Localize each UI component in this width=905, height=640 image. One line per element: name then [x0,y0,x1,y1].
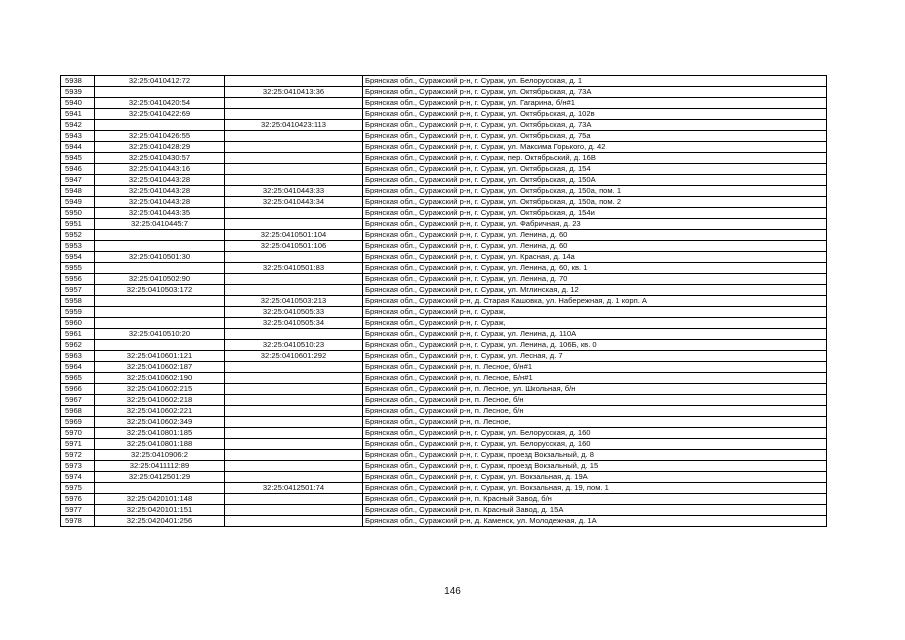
address-cell: Брянская обл., Суражский р-н, п. Лесное, б/н [363,395,827,406]
address-cell: Брянская обл., Суражский р-н, д. Старая Кашовка, ул. Набережная, д. 1 корп. А [363,296,827,307]
object-cadastral-number-cell: 32:25:0410443:34 [225,197,363,208]
table-row [61,76,827,87]
cadastral-number-cell: 32:25:0410428:29 [95,142,225,153]
table-row [61,142,827,153]
row-number-cell: 5968 [61,406,95,417]
object-cadastral-number-cell [225,516,363,527]
object-cadastral-number-cell: 32:25:0410501:106 [225,241,363,252]
cadastral-number-cell: 32:25:0410503:172 [95,285,225,296]
cadastral-number-cell: 32:25:0410602:215 [95,384,225,395]
address-cell: Брянская обл., Суражский р-н, г. Сураж, ул. Гагарина, б/н#1 [363,98,827,109]
row-number-cell: 5978 [61,516,95,527]
object-cadastral-number-cell [225,175,363,186]
row-number-cell: 5946 [61,164,95,175]
cadastral-number-cell: 32:25:0410426:55 [95,131,225,142]
row-number-cell: 5939 [61,87,95,98]
table-row [61,219,827,230]
object-cadastral-number-cell [225,428,363,439]
row-number-cell: 5942 [61,120,95,131]
address-cell: Брянская обл., Суражский р-н, г. Сураж, ул. Ленина, д. 60 [363,230,827,241]
row-number-cell: 5951 [61,219,95,230]
row-number-cell: 5944 [61,142,95,153]
cadastral-number-cell: 32:25:0410501:30 [95,252,225,263]
object-cadastral-number-cell: 32:25:0410510:23 [225,340,363,351]
address-cell: Брянская обл., Суражский р-н, г. Сураж, ул. Октябрьская, д. 73А [363,120,827,131]
parcel-table [60,75,827,527]
cadastral-number-cell [95,307,225,318]
table-row [61,384,827,395]
row-number-cell: 5963 [61,351,95,362]
cadastral-number-cell: 32:25:0410602:187 [95,362,225,373]
table-row [61,252,827,263]
table-row [61,362,827,373]
object-cadastral-number-cell: 32:25:0412501:74 [225,483,363,494]
cadastral-number-cell: 32:25:0410422:69 [95,109,225,120]
object-cadastral-number-cell: 32:25:0410413:36 [225,87,363,98]
address-cell: Брянская обл., Суражский р-н, г. Сураж, ул. Вокзальная, д. 19А [363,472,827,483]
row-number-cell: 5957 [61,285,95,296]
row-number-cell: 5956 [61,274,95,285]
cadastral-number-cell: 32:25:0410801:188 [95,439,225,450]
cadastral-number-cell: 32:25:0410443:28 [95,197,225,208]
row-number-cell: 5955 [61,263,95,274]
row-number-cell: 5967 [61,395,95,406]
row-number-cell: 5940 [61,98,95,109]
address-cell: Брянская обл., Суражский р-н, г. Сураж, ул. Вокзальная, д. 19, пом. 1 [363,483,827,494]
row-number-cell: 5962 [61,340,95,351]
table-row [61,395,827,406]
table-row [61,340,827,351]
table-row [61,164,827,175]
table-row [61,263,827,274]
cadastral-number-cell: 32:25:0410502:90 [95,274,225,285]
object-cadastral-number-cell [225,450,363,461]
table-row [61,329,827,340]
cadastral-number-cell: 32:25:0410430:57 [95,153,225,164]
address-cell: Брянская обл., Суражский р-н, г. Сураж, ул. Октябрьская, д. 102в [363,109,827,120]
object-cadastral-number-cell [225,461,363,472]
table-row [61,439,827,450]
table-row [61,406,827,417]
row-number-cell: 5964 [61,362,95,373]
table-row [61,417,827,428]
row-number-cell: 5953 [61,241,95,252]
table-row [61,208,827,219]
table-row [61,153,827,164]
cadastral-number-cell: 32:25:0410510:20 [95,329,225,340]
object-cadastral-number-cell [225,395,363,406]
table-row [61,461,827,472]
object-cadastral-number-cell [225,439,363,450]
cadastral-number-cell: 32:25:0411112:89 [95,461,225,472]
table-row [61,285,827,296]
row-number-cell: 5954 [61,252,95,263]
address-cell: Брянская обл., Суражский р-н, г. Сураж, ул. Максима Горького, д. 42 [363,142,827,153]
object-cadastral-number-cell [225,219,363,230]
row-number-cell: 5976 [61,494,95,505]
object-cadastral-number-cell [225,329,363,340]
object-cadastral-number-cell [225,274,363,285]
address-cell: Брянская обл., Суражский р-н, г. Сураж, ул. Ленина, д. 70 [363,274,827,285]
parcel-table-body [61,76,827,527]
table-row [61,373,827,384]
address-cell: Брянская обл., Суражский р-н, г. Сураж, ул. Лесная, д. 7 [363,351,827,362]
address-cell: Брянская обл., Суражский р-н, г. Сураж, ул. Белорусская, д. 160 [363,428,827,439]
cadastral-number-cell: 32:25:0410445:7 [95,219,225,230]
table-row [61,109,827,120]
object-cadastral-number-cell [225,164,363,175]
object-cadastral-number-cell: 32:25:0410501:104 [225,230,363,241]
address-cell: Брянская обл., Суражский р-н, г. Сураж, ул. Октябрьская, д. 154 [363,164,827,175]
row-number-cell: 5965 [61,373,95,384]
row-number-cell: 5960 [61,318,95,329]
object-cadastral-number-cell [225,417,363,428]
cadastral-number-cell: 32:25:0410412:72 [95,76,225,87]
cadastral-number-cell [95,318,225,329]
row-number-cell: 5948 [61,186,95,197]
address-cell: Брянская обл., Суражский р-н, г. Сураж, ул. Белорусская, д. 160 [363,439,827,450]
row-number-cell: 5975 [61,483,95,494]
object-cadastral-number-cell [225,208,363,219]
cadastral-number-cell: 32:25:0410443:35 [95,208,225,219]
cadastral-number-cell [95,483,225,494]
address-cell: Брянская обл., Суражский р-н, г. Сураж, проезд Вокзальный, д. 15 [363,461,827,472]
row-number-cell: 5961 [61,329,95,340]
object-cadastral-number-cell [225,373,363,384]
address-cell: Брянская обл., Суражский р-н, п. Красный Завод, д. 15А [363,505,827,516]
address-cell: Брянская обл., Суражский р-н, г. Сураж, проезд Вокзальный, д. 8 [363,450,827,461]
address-cell: Брянская обл., Суражский р-н, г. Сураж, ул. Ленина, д. 106Б, кв. 0 [363,340,827,351]
row-number-cell: 5958 [61,296,95,307]
row-number-cell: 5971 [61,439,95,450]
table-row [61,87,827,98]
page-number: 146 [444,586,461,597]
table-row [61,120,827,131]
address-cell: Брянская обл., Суражский р-н, г. Сураж, ул. Октябрьская, д. 75а [363,131,827,142]
object-cadastral-number-cell [225,494,363,505]
address-cell: Брянская обл., Суражский р-н, г. Сураж, ул. Октябрьская, д. 150А [363,175,827,186]
cadastral-number-cell: 32:25:0412501:29 [95,472,225,483]
address-cell: Брянская обл., Суражский р-н, г. Сураж, ул. Ленина, д. 110А [363,329,827,340]
object-cadastral-number-cell: 32:25:0410501:83 [225,263,363,274]
object-cadastral-number-cell [225,76,363,87]
table-row [61,505,827,516]
cadastral-number-cell [95,120,225,131]
table-row [61,175,827,186]
row-number-cell: 5947 [61,175,95,186]
document-page [60,75,827,527]
table-row [61,472,827,483]
table-row [61,351,827,362]
address-cell: Брянская обл., Суражский р-н, г. Сураж, ул. Ленина, д. 60, кв. 1 [363,263,827,274]
cadastral-number-cell: 32:25:0420101:151 [95,505,225,516]
row-number-cell: 5972 [61,450,95,461]
object-cadastral-number-cell [225,285,363,296]
table-row [61,516,827,527]
object-cadastral-number-cell [225,406,363,417]
row-number-cell: 5945 [61,153,95,164]
row-number-cell: 5952 [61,230,95,241]
table-row [61,450,827,461]
table-row [61,274,827,285]
address-cell: Брянская обл., Суражский р-н, г. Сураж, ул. Мглинская, д. 12 [363,285,827,296]
address-cell: Брянская обл., Суражский р-н, п. Лесное, ул. Школьная, б/н [363,384,827,395]
table-row [61,197,827,208]
object-cadastral-number-cell [225,505,363,516]
cadastral-number-cell [95,87,225,98]
table-row [61,296,827,307]
address-cell: Брянская обл., Суражский р-н, г. Сураж, ул. Фабричная, д. 23 [363,219,827,230]
row-number-cell: 5969 [61,417,95,428]
cadastral-number-cell: 32:25:0420401:256 [95,516,225,527]
row-number-cell: 5950 [61,208,95,219]
object-cadastral-number-cell [225,142,363,153]
table-row [61,428,827,439]
object-cadastral-number-cell [225,109,363,120]
object-cadastral-number-cell [225,362,363,373]
row-number-cell: 5943 [61,131,95,142]
cadastral-number-cell: 32:25:0410602:221 [95,406,225,417]
cadastral-number-cell: 32:25:0420101:148 [95,494,225,505]
address-cell: Брянская обл., Суражский р-н, г. Сураж, ул. Белорусская, д. 1 [363,76,827,87]
address-cell: Брянская обл., Суражский р-н, г. Сураж, [363,307,827,318]
cadastral-number-cell: 32:25:0410443:28 [95,175,225,186]
cadastral-number-cell: 32:25:0410602:190 [95,373,225,384]
object-cadastral-number-cell [225,98,363,109]
row-number-cell: 5949 [61,197,95,208]
row-number-cell: 5941 [61,109,95,120]
address-cell: Брянская обл., Суражский р-н, п. Лесное, Б/н#1 [363,373,827,384]
row-number-cell: 5977 [61,505,95,516]
row-number-cell: 5959 [61,307,95,318]
row-number-cell: 5970 [61,428,95,439]
address-cell: Брянская обл., Суражский р-н, г. Сураж, ул. Октябрьская, д. 150а, пом. 1 [363,186,827,197]
address-cell: Брянская обл., Суражский р-н, г. Сураж, ул. Октябрьская, д. 154и [363,208,827,219]
address-cell: Брянская обл., Суражский р-н, п. Лесное, [363,417,827,428]
table-row [61,131,827,142]
cadastral-number-cell [95,340,225,351]
address-cell: Брянская обл., Суражский р-н, г. Сураж, ул. Красная, д. 14а [363,252,827,263]
table-row [61,494,827,505]
object-cadastral-number-cell [225,153,363,164]
address-cell: Брянская обл., Суражский р-н, д. Каменск, ул. Молодежная, д. 1А [363,516,827,527]
object-cadastral-number-cell: 32:25:0410601:292 [225,351,363,362]
table-row [61,98,827,109]
address-cell: Брянская обл., Суражский р-н, г. Сураж, ул. Ленина, д. 60 [363,241,827,252]
row-number-cell: 5966 [61,384,95,395]
object-cadastral-number-cell: 32:25:0410505:33 [225,307,363,318]
address-cell: Брянская обл., Суражский р-н, п. Красный Завод, б/н [363,494,827,505]
cadastral-number-cell: 32:25:0410443:16 [95,164,225,175]
address-cell: Брянская обл., Суражский р-н, г. Сураж, пер. Октябрьский, д. 16В [363,153,827,164]
object-cadastral-number-cell: 32:25:0410503:213 [225,296,363,307]
cadastral-number-cell [95,296,225,307]
row-number-cell: 5974 [61,472,95,483]
object-cadastral-number-cell: 32:25:0410443:33 [225,186,363,197]
object-cadastral-number-cell: 32:25:0410505:34 [225,318,363,329]
object-cadastral-number-cell [225,472,363,483]
cadastral-number-cell [95,230,225,241]
cadastral-number-cell: 32:25:0410601:121 [95,351,225,362]
table-row [61,483,827,494]
table-row [61,230,827,241]
address-cell: Брянская обл., Суражский р-н, г. Сураж, [363,318,827,329]
object-cadastral-number-cell [225,384,363,395]
row-number-cell: 5938 [61,76,95,87]
cadastral-number-cell: 32:25:0410602:218 [95,395,225,406]
table-row [61,241,827,252]
address-cell: Брянская обл., Суражский р-н, п. Лесное, б/н [363,406,827,417]
object-cadastral-number-cell [225,252,363,263]
cadastral-number-cell: 32:25:0410420:54 [95,98,225,109]
row-number-cell: 5973 [61,461,95,472]
cadastral-number-cell: 32:25:0410443:28 [95,186,225,197]
table-row [61,186,827,197]
cadastral-number-cell: 32:25:0410906:2 [95,450,225,461]
address-cell: Брянская обл., Суражский р-н, г. Сураж, ул. Октябрьская, д. 150а, пом. 2 [363,197,827,208]
cadastral-number-cell: 32:25:0410602:349 [95,417,225,428]
cadastral-number-cell [95,241,225,252]
cadastral-number-cell [95,263,225,274]
table-row [61,307,827,318]
object-cadastral-number-cell [225,131,363,142]
cadastral-number-cell: 32:25:0410801:185 [95,428,225,439]
address-cell: Брянская обл., Суражский р-н, п. Лесное, б/н#1 [363,362,827,373]
object-cadastral-number-cell: 32:25:0410423:113 [225,120,363,131]
table-row [61,318,827,329]
address-cell: Брянская обл., Суражский р-н, г. Сураж, ул. Октябрьская, д. 73А [363,87,827,98]
